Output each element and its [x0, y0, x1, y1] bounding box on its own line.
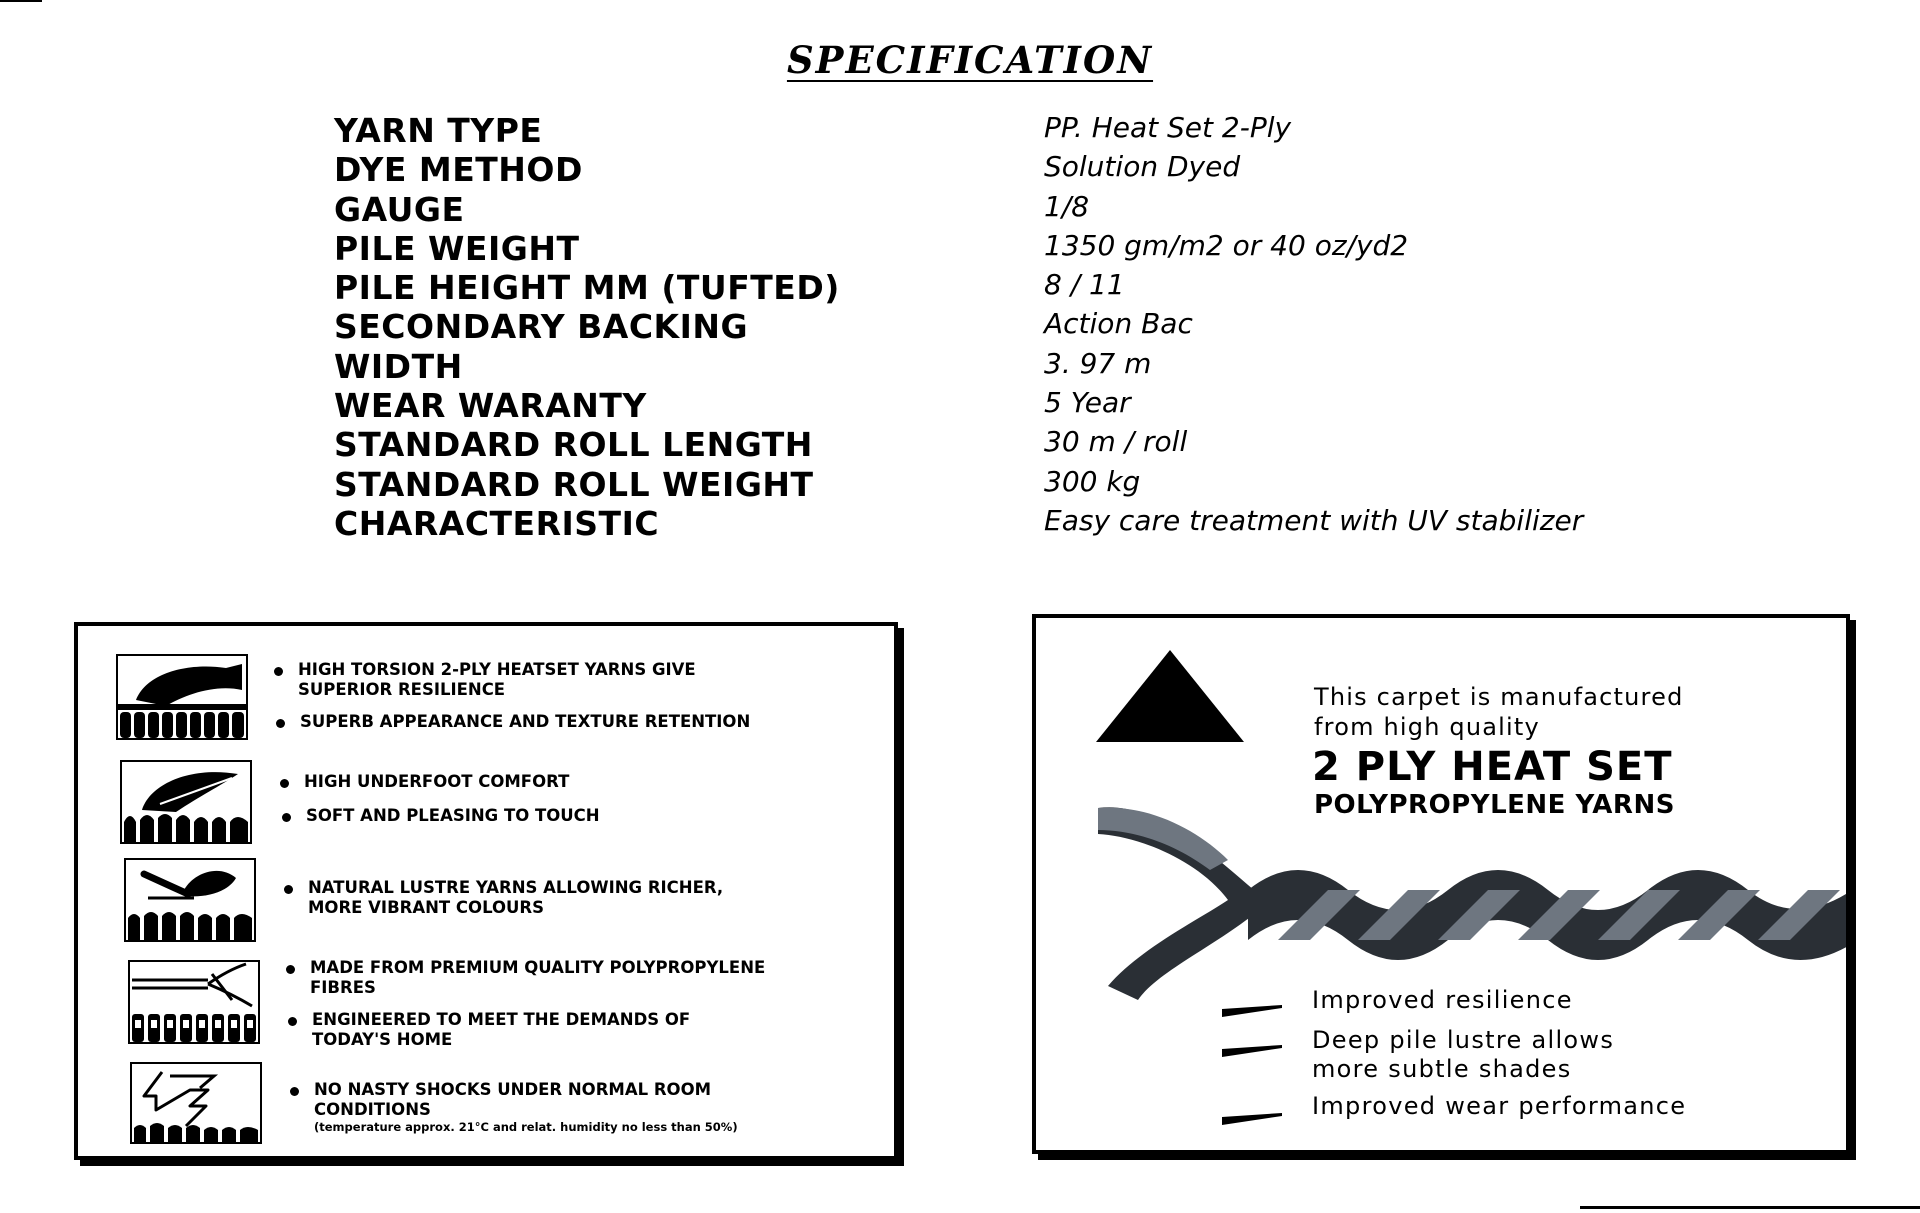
spec-label: STANDARD ROLL LENGTH: [334, 425, 813, 465]
bullet-line: FIBRES: [310, 978, 376, 997]
spec-row: [334, 111, 1734, 150]
polypropylene-fibre-icon: [128, 960, 260, 1044]
spec-label: PILE WEIGHT: [334, 228, 580, 268]
intro-line: This carpet is manufactured: [1314, 683, 1684, 711]
spec-label: DYE METHOD: [334, 150, 583, 190]
yarn-feature-line: Improved resilience: [1312, 986, 1573, 1014]
spec-value: Easy care treatment with UV stabilizer: [1044, 503, 1584, 537]
page-title: SPECIFICATION: [786, 38, 1154, 82]
bullet-item: [306, 806, 600, 826]
spec-row: [334, 465, 1734, 504]
spec-row: [334, 307, 1734, 346]
yarn-feature-line: Deep pile lustre allows: [1312, 1026, 1615, 1054]
bullet-line: NO NASTY SHOCKS UNDER NORMAL ROOM: [314, 1080, 712, 1099]
yarn-feature: [1312, 1026, 1614, 1084]
spec-value: Action Bac: [1044, 307, 1193, 341]
bullet-line: HIGH UNDERFOOT COMFORT: [304, 772, 570, 791]
spec-row: [334, 347, 1734, 386]
spec-value: 30 m / roll: [1044, 425, 1188, 459]
spec-row: [334, 150, 1734, 189]
triangle-icon: [1096, 650, 1244, 746]
spec-label: STANDARD ROLL WEIGHT: [334, 464, 814, 504]
yarn-feature-line: more subtle shades: [1312, 1055, 1572, 1083]
bottom-rule: [1580, 1206, 1920, 1209]
bullet-line: SUPERIOR RESILIENCE: [298, 680, 506, 699]
bullet-item: [298, 660, 696, 700]
anti-static-icon: [130, 1062, 262, 1144]
bullet-item: [300, 712, 750, 732]
dash-icon: [1222, 1110, 1282, 1129]
bullet-line: HIGH TORSION 2-PLY HEATSET YARNS GIVE: [298, 660, 696, 679]
spec-row: [334, 229, 1734, 268]
yarn-feature-line: Improved wear performance: [1312, 1092, 1687, 1120]
spec-value: 1/8: [1044, 189, 1090, 223]
yarn-subheadline: POLYPROPYLENE YARNS: [1314, 790, 1675, 820]
feather-comfort-icon: [120, 760, 252, 844]
spec-value: PP. Heat Set 2-Ply: [1044, 111, 1292, 144]
spec-label: WIDTH: [334, 346, 463, 386]
bullet-line: CONDITIONS: [314, 1100, 431, 1119]
spec-label: YARN TYPE: [334, 111, 543, 150]
bullet-item: [314, 1080, 711, 1120]
spec-value: 300 kg: [1044, 464, 1141, 498]
condition-note: (temperature approx. 21°C and relat. humidity no less than 50%): [314, 1120, 738, 1134]
spec-label: WEAR WARANTY: [334, 386, 647, 426]
spec-label: CHARACTERISTIC: [334, 503, 660, 543]
features-panel: [74, 622, 898, 1160]
bullet-line: SUPERB APPEARANCE AND TEXTURE RETENTION: [300, 712, 751, 731]
bullet-item: [310, 958, 765, 998]
yarn-headline: 2 PLY HEAT SET: [1312, 744, 1673, 790]
bullet-line: MADE FROM PREMIUM QUALITY POLYPROPYLENE: [310, 958, 766, 977]
yarn-feature: [1312, 1092, 1686, 1121]
spec-label: PILE HEIGHT MM (TUFTED): [334, 268, 840, 308]
yarn-feature: [1312, 986, 1573, 1015]
bullet-line: SOFT AND PLEASING TO TOUCH: [306, 806, 600, 825]
bullet-item: [304, 772, 569, 792]
dash-icon: [1222, 1042, 1282, 1061]
resilience-icon: [116, 654, 248, 740]
bullet-item: [308, 878, 723, 918]
spec-value: 8 / 11: [1044, 268, 1125, 302]
spec-label: SECONDARY BACKING: [334, 307, 749, 347]
spec-row: [334, 190, 1734, 229]
spec-value: 5 Year: [1044, 386, 1131, 420]
bullet-line: NATURAL LUSTRE YARNS ALLOWING RICHER,: [308, 878, 724, 897]
spec-label: GAUGE: [334, 189, 465, 229]
spec-row: [334, 425, 1734, 464]
intro-line: from high quality: [1314, 713, 1540, 741]
twisted-yarn-icon: [1098, 790, 1850, 1014]
spec-row: [334, 386, 1734, 425]
spec-value: Solution Dyed: [1044, 150, 1241, 184]
lustre-brush-icon: [124, 858, 256, 942]
spec-row: [334, 268, 1734, 307]
spec-row: [334, 504, 1734, 543]
bullet-item: [312, 1010, 690, 1050]
spec-value: 3. 97 m: [1044, 346, 1152, 380]
bullet-line: TODAY'S HOME: [312, 1030, 453, 1049]
bullet-line: MORE VIBRANT COLOURS: [308, 898, 545, 917]
corner-mark: [0, 0, 42, 2]
spec-value: 1350 gm/m2 or 40 oz/yd2: [1044, 228, 1409, 262]
dash-icon: [1222, 1002, 1282, 1021]
spec-table: [334, 111, 1734, 543]
yarn-panel: [1032, 614, 1850, 1154]
bullet-line: ENGINEERED TO MEET THE DEMANDS OF: [312, 1010, 691, 1029]
